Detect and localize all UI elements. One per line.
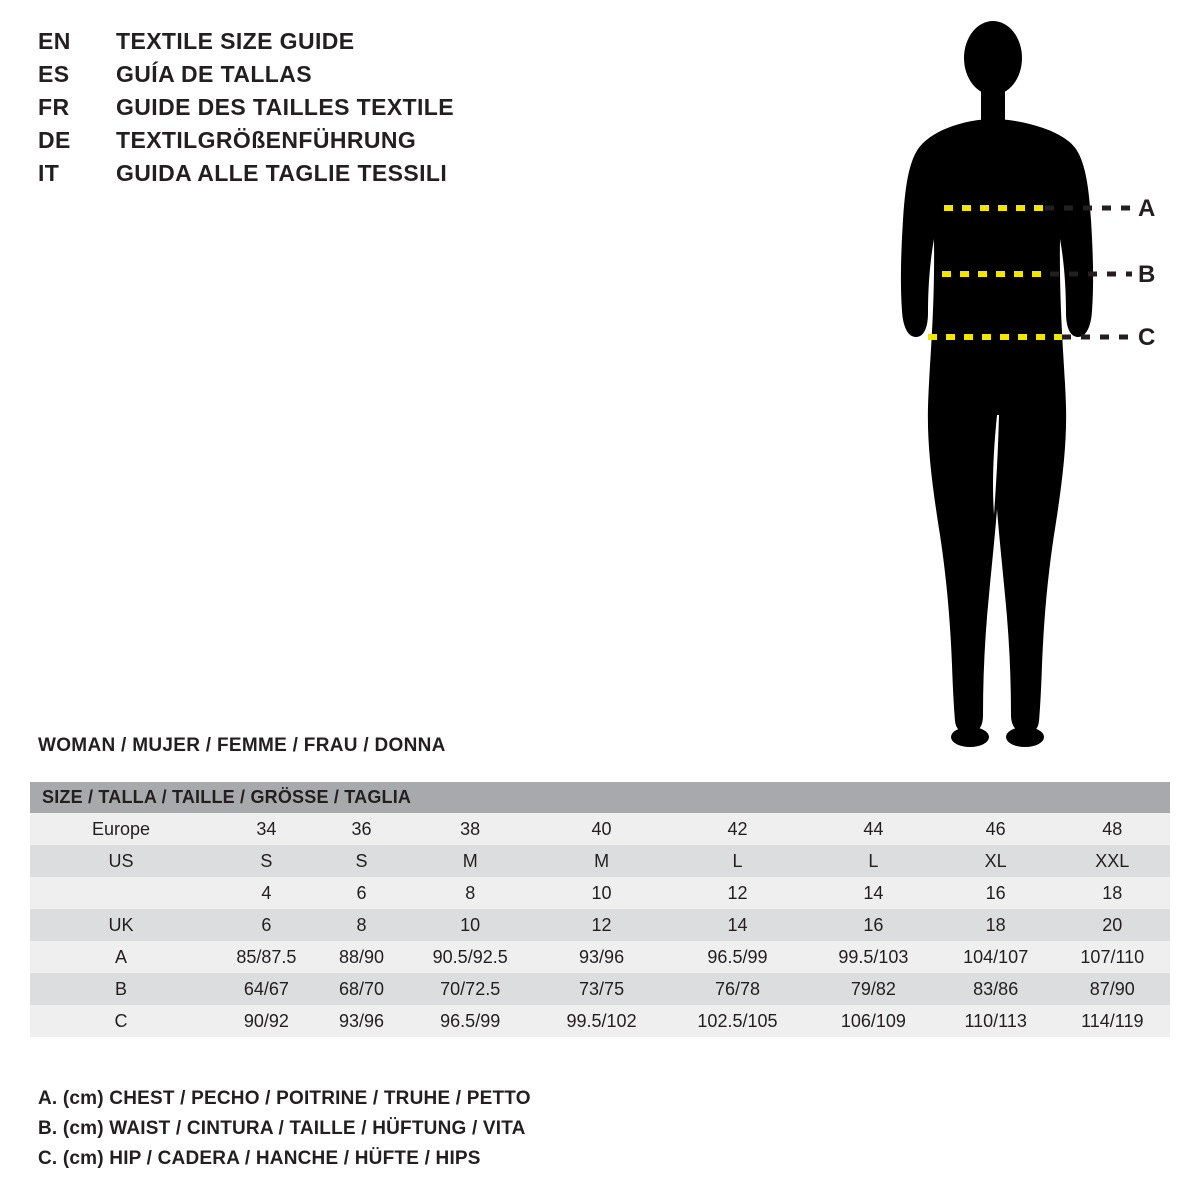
cell: 36 (351, 818, 372, 839)
table-row (30, 909, 1170, 941)
cell: 18 (985, 914, 1006, 935)
cell: 46 (985, 818, 1006, 839)
title-text-it: GUIDA ALLE TAGLIE TESSILI (116, 160, 448, 186)
row-label-uk: UK (108, 914, 134, 935)
size-table (30, 782, 1170, 1037)
body-measurement-figure (860, 15, 1190, 755)
cell: 90.5/92.5 (432, 946, 508, 967)
cell: 79/82 (850, 978, 896, 999)
cell: 48 (1102, 818, 1123, 839)
title-row (38, 61, 658, 94)
cell: 93/96 (338, 1010, 384, 1031)
legend-line-a: A. (cm) CHEST / PECHO / POITRINE / TRUHE / PETTO (38, 1088, 531, 1109)
row-label-a: A (114, 946, 127, 967)
cell: 110/113 (964, 1010, 1027, 1031)
cell: M (594, 850, 610, 871)
cell: 83/86 (973, 978, 1019, 999)
row-label-c: C (114, 1010, 128, 1031)
cell: 16 (985, 882, 1006, 903)
cell: 14 (727, 914, 748, 935)
section-caption-woman: WOMAN / MUJER / FEMME / FRAU / DONNA (38, 735, 446, 756)
cell: 106/109 (840, 1010, 906, 1031)
legend (38, 1088, 738, 1178)
cell: 42 (727, 818, 748, 839)
cell: 14 (863, 882, 884, 903)
cell: 4 (261, 882, 272, 903)
cell: S (355, 850, 368, 871)
title-text-en: TEXTILE SIZE GUIDE (116, 28, 355, 54)
cell: 8 (356, 914, 367, 935)
cell: L (868, 850, 879, 871)
title-row (38, 160, 658, 193)
cell: 10 (591, 882, 612, 903)
title-text-es: GUÍA DE TALLAS (116, 61, 312, 87)
female-silhouette-icon (860, 15, 1190, 755)
cell: 38 (460, 818, 481, 839)
cell: M (462, 850, 478, 871)
row-label-us-numeric (30, 877, 212, 909)
cell: 6 (356, 882, 367, 903)
legend-line-b: B. (cm) WAIST / CINTURA / TAILLE / HÜFTUNG / VITA (38, 1118, 526, 1139)
cell: 20 (1102, 914, 1123, 935)
cell: 64/67 (243, 978, 289, 999)
cell: 34 (256, 818, 277, 839)
measure-label-c: C (1138, 324, 1156, 351)
cell: 6 (261, 914, 272, 935)
title-row (38, 127, 658, 160)
row-label-b: B (114, 978, 127, 999)
cell: 16 (863, 914, 884, 935)
cell: 102.5/105 (697, 1010, 778, 1031)
cell: 70/72.5 (440, 978, 501, 999)
title-text-de: TEXTILGRÖßENFÜHRUNG (116, 127, 417, 153)
cell: 88/90 (338, 946, 384, 967)
cell: 90/92 (243, 1010, 289, 1031)
title-row (38, 94, 658, 127)
cell: 87/90 (1089, 978, 1135, 999)
table-row (30, 877, 1170, 909)
table-header-row (30, 782, 1170, 813)
row-label-us: US (108, 850, 134, 871)
measure-label-b: B (1138, 261, 1156, 288)
title-lang-en: EN (38, 28, 71, 54)
cell: 18 (1102, 882, 1123, 903)
cell: XL (984, 850, 1007, 871)
cell: 99.5/103 (838, 946, 909, 967)
cell: 44 (863, 818, 884, 839)
cell: 73/75 (579, 978, 625, 999)
cell: 99.5/102 (566, 1010, 637, 1031)
table-row (30, 941, 1170, 973)
cell: 8 (465, 882, 476, 903)
cell: 68/70 (338, 978, 384, 999)
cell: 107/110 (1080, 946, 1145, 967)
cell: 114/119 (1081, 1010, 1144, 1031)
cell: L (732, 850, 743, 871)
cell: 96.5/99 (707, 946, 768, 967)
cell: 40 (591, 818, 612, 839)
title-lang-de: DE (38, 127, 71, 153)
cell: 76/78 (714, 978, 760, 999)
cell: 10 (460, 914, 481, 935)
cell: 96.5/99 (440, 1010, 501, 1031)
cell: 104/107 (963, 946, 1029, 967)
title-text-fr: GUIDE DES TAILLES TEXTILE (116, 94, 454, 120)
cell: S (260, 850, 273, 871)
title-block (38, 28, 658, 193)
title-row (38, 28, 658, 61)
cell: 93/96 (579, 946, 625, 967)
cell: XXL (1095, 850, 1130, 871)
cell: 12 (727, 882, 748, 903)
title-lang-es: ES (38, 61, 70, 87)
legend-line-c: C. (cm) HIP / CADERA / HANCHE / HÜFTE / HIPS (38, 1148, 481, 1169)
table-row (30, 813, 1170, 845)
title-lang-fr: FR (38, 94, 70, 120)
table-row (30, 973, 1170, 1005)
cell: 85/87.5 (236, 946, 297, 967)
title-lang-it: IT (38, 160, 60, 186)
row-label-europe: Europe (91, 818, 151, 839)
table-row (30, 845, 1170, 877)
cell: 12 (591, 914, 612, 935)
table-row (30, 1005, 1170, 1037)
table-header-label: SIZE / TALLA / TAILLE / GRÖSSE / TAGLIA (42, 787, 412, 807)
measure-label-a: A (1138, 195, 1156, 222)
